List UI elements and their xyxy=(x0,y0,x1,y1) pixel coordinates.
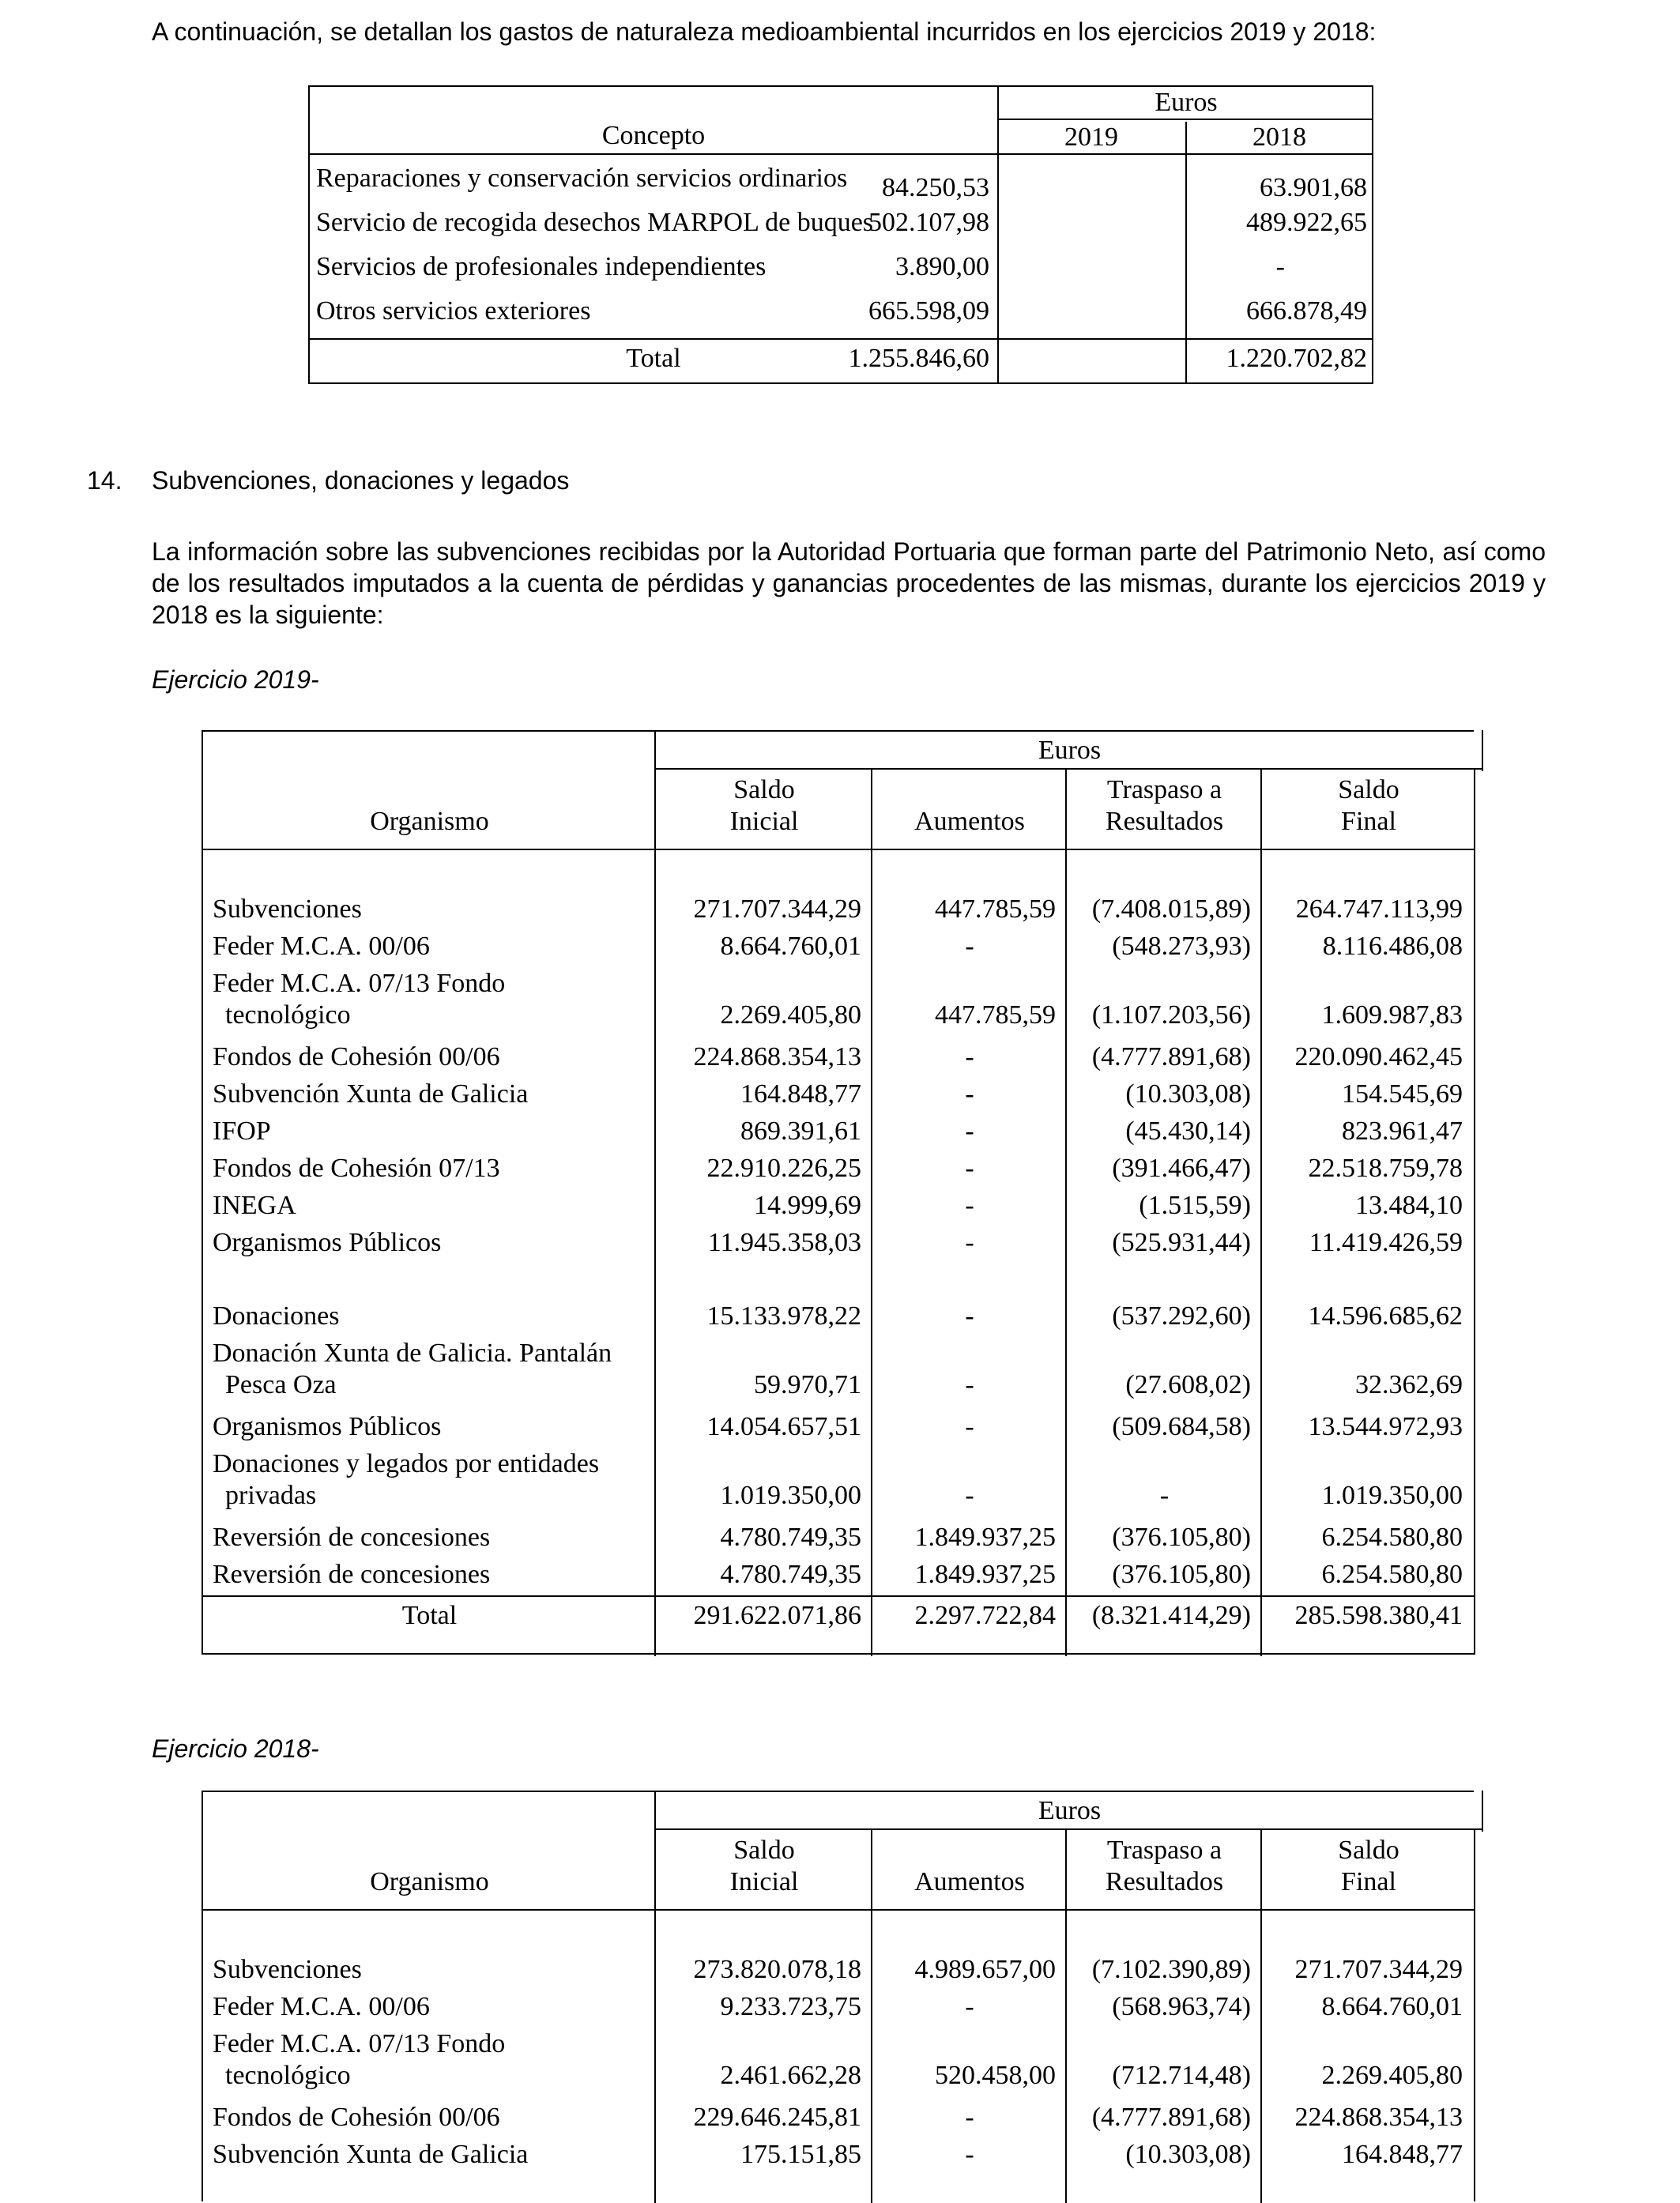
row-label: Donaciones y legados por entidades xyxy=(213,1449,600,1478)
traspaso: (45.430,14) xyxy=(1125,1117,1251,1146)
row-divider xyxy=(203,1909,1475,1911)
total-saldo-final: 285.598.380,41 xyxy=(1294,1601,1463,1630)
saldo-final: 164.848,77 xyxy=(1342,2140,1463,2169)
aumentos: - xyxy=(965,1228,974,1257)
environmental-expenses-table xyxy=(308,85,1373,384)
row-label: Reversión de concesiones xyxy=(213,1523,491,1552)
aumentos: - xyxy=(965,1042,974,1071)
row-label: Otros servicios exteriores xyxy=(316,296,591,326)
euros-header: Euros xyxy=(1038,736,1102,765)
aumentos: - xyxy=(965,1079,974,1109)
value-2019: 502.107,98 xyxy=(868,208,989,237)
total-2019: 1.255.846,60 xyxy=(848,344,989,373)
saldo-inicial: 869.391,61 xyxy=(740,1117,861,1146)
year-2018-header: 2018 xyxy=(1252,122,1306,152)
saldo-final: 1.609.987,83 xyxy=(1321,1000,1463,1030)
saldo-final: 224.868.354,13 xyxy=(1294,2103,1463,2132)
saldo-final: 1.019.350,00 xyxy=(1321,1481,1463,1510)
saldo-inicial: 8.664.760,01 xyxy=(720,932,861,961)
traspaso-header: Traspaso a xyxy=(1106,1836,1222,1865)
saldo-inicial: 273.820.078,18 xyxy=(693,1955,861,1984)
total-saldo-inicial: 291.622.071,86 xyxy=(693,1601,861,1630)
exercise-2019-heading: Ejercicio 2019- xyxy=(152,665,319,694)
saldo-final: 154.545,69 xyxy=(1342,1079,1463,1109)
saldo-inicial-header: Inicial xyxy=(729,807,799,836)
row-label-cont: privadas xyxy=(225,1481,317,1510)
saldo-inicial: 15.133.978,22 xyxy=(706,1301,861,1331)
value-2018: 63.901,68 xyxy=(1260,173,1367,202)
value-2019: 84.250,53 xyxy=(882,173,989,202)
row-label: INEGA xyxy=(213,1191,296,1220)
saldo-final-header: Saldo xyxy=(1338,1836,1399,1865)
row-label-cont: Pesca Oza xyxy=(225,1370,337,1399)
row-label: Subvenciones xyxy=(213,1955,362,1984)
row-divider xyxy=(656,768,1483,770)
aumentos-header: Aumentos xyxy=(914,807,1025,836)
saldo-inicial: 1.019.350,00 xyxy=(720,1481,861,1510)
saldo-final: 13.544.972,93 xyxy=(1308,1412,1463,1441)
value-2019: 3.890,00 xyxy=(895,252,989,281)
section-title: Subvenciones, donaciones y legados xyxy=(152,466,570,495)
saldo-final: 6.254.580,80 xyxy=(1321,1560,1463,1589)
row-divider xyxy=(310,153,1372,155)
saldo-final: 264.747.113,99 xyxy=(1295,894,1463,924)
aumentos: - xyxy=(965,1154,974,1183)
saldo-final-header: Final xyxy=(1341,807,1396,836)
total-label: Total xyxy=(401,1601,458,1630)
aumentos: - xyxy=(965,1117,974,1146)
saldo-inicial: 2.461.662,28 xyxy=(720,2061,861,2090)
aumentos: - xyxy=(965,1412,974,1441)
aumentos: 4.989.657,00 xyxy=(914,1955,1056,1984)
traspaso: (509.684,58) xyxy=(1112,1412,1251,1441)
column-divider xyxy=(1260,770,1262,1656)
aumentos: - xyxy=(965,1301,974,1331)
aumentos: - xyxy=(965,932,974,961)
traspaso: (7.408.015,89) xyxy=(1091,894,1251,924)
aumentos-header: Aumentos xyxy=(914,1867,1025,1896)
aumentos: 1.849.937,25 xyxy=(914,1560,1056,1589)
saldo-final: 823.961,47 xyxy=(1342,1117,1463,1146)
saldo-final-header: Final xyxy=(1341,1867,1396,1896)
aumentos: - xyxy=(965,2103,974,2132)
traspaso: (376.105,80) xyxy=(1112,1560,1251,1589)
section-number: 14. xyxy=(87,466,122,495)
row-label: Fondos de Cohesión 00/06 xyxy=(213,1042,500,1071)
saldo-inicial: 175.151,85 xyxy=(740,2140,861,2169)
saldo-inicial: 14.999,69 xyxy=(754,1191,861,1220)
traspaso: (4.777.891,68) xyxy=(1091,1042,1251,1071)
traspaso: (568.963,74) xyxy=(1112,1992,1251,2021)
organismo-header: Organismo xyxy=(370,807,489,836)
traspaso: (376.105,80) xyxy=(1112,1523,1251,1552)
row-label: Donación Xunta de Galicia. Pantalán xyxy=(213,1339,612,1368)
traspaso: (1.515,59) xyxy=(1139,1191,1251,1220)
row-label: Subvenciones xyxy=(213,894,362,924)
aumentos: - xyxy=(965,1191,974,1220)
saldo-inicial: 9.233.723,75 xyxy=(720,1992,861,2021)
value-2019: 665.598,09 xyxy=(868,296,989,326)
saldo-final: 32.362,69 xyxy=(1355,1370,1463,1399)
saldo-inicial: 4.780.749,35 xyxy=(720,1560,861,1589)
saldo-inicial-header: Saldo xyxy=(733,1836,795,1865)
row-label: IFOP xyxy=(213,1117,271,1146)
traspaso: (27.608,02) xyxy=(1125,1370,1251,1399)
traspaso-header: Resultados xyxy=(1105,1867,1224,1896)
exercise-2018-heading: Ejercicio 2018- xyxy=(152,1734,319,1763)
saldo-inicial: 164.848,77 xyxy=(740,1079,861,1109)
row-label: Reversión de concesiones xyxy=(213,1560,491,1589)
row-label: Subvención Xunta de Galicia xyxy=(213,1079,529,1109)
saldo-inicial: 22.910.226,25 xyxy=(706,1154,861,1183)
row-label: Reparaciones y conservación servicios ordinarios xyxy=(316,164,848,193)
subsidies-2018-table xyxy=(202,1791,1474,2201)
subsidies-2019-table xyxy=(202,730,1474,1655)
row-divider xyxy=(203,849,1475,850)
saldo-final: 220.090.462,45 xyxy=(1294,1042,1463,1071)
row-divider xyxy=(310,338,1372,340)
saldo-inicial: 224.868.354,13 xyxy=(693,1042,861,1071)
saldo-final: 11.419.426,59 xyxy=(1309,1228,1463,1257)
total-aumentos: 2.297.722,84 xyxy=(914,1601,1056,1630)
traspaso: (7.102.390,89) xyxy=(1091,1955,1251,1984)
value-2018: - xyxy=(1275,252,1285,281)
traspaso: (4.777.891,68) xyxy=(1091,2103,1251,2132)
traspaso: (537.292,60) xyxy=(1112,1301,1251,1331)
euros-header: Euros xyxy=(1038,1796,1102,1825)
saldo-inicial: 4.780.749,35 xyxy=(720,1523,861,1552)
row-label-cont: tecnológico xyxy=(225,1000,351,1030)
saldo-final: 2.269.405,80 xyxy=(1321,2061,1463,2090)
aumentos: - xyxy=(965,1992,974,2021)
saldo-inicial-header: Inicial xyxy=(729,1867,799,1896)
row-label: Donaciones xyxy=(213,1301,340,1331)
row-divider xyxy=(997,119,1372,120)
saldo-final: 22.518.759,78 xyxy=(1308,1154,1463,1183)
saldo-final: 13.484,10 xyxy=(1355,1191,1463,1220)
row-divider xyxy=(656,1828,1483,1830)
traspaso: (10.303,08) xyxy=(1125,2140,1251,2169)
row-label: Subvención Xunta de Galicia xyxy=(213,2140,529,2169)
traspaso: (1.107.203,56) xyxy=(1091,1000,1251,1030)
row-label: Servicios de profesionales independientes xyxy=(316,252,767,281)
table-border xyxy=(1474,770,1475,1655)
euros-header: Euros xyxy=(1155,88,1218,117)
intro-text: A continuación, se detallan los gastos de naturaleza medioambiental incurridos en los ejercicios 2019 y 2018: xyxy=(152,17,1377,46)
saldo-inicial: 14.054.657,51 xyxy=(706,1412,861,1441)
saldo-inicial: 2.269.405,80 xyxy=(720,1000,861,1030)
row-label: Feder M.C.A. 07/13 Fondo xyxy=(213,2029,506,2058)
saldo-final: 6.254.580,80 xyxy=(1321,1523,1463,1552)
row-label: Feder M.C.A. 00/06 xyxy=(213,932,430,961)
saldo-final-header: Saldo xyxy=(1338,775,1399,804)
traspaso: (548.273,93) xyxy=(1112,932,1251,961)
saldo-inicial: 271.707.344,29 xyxy=(693,894,861,924)
traspaso: (712.714,48) xyxy=(1112,2061,1251,2090)
saldo-final: 8.664.760,01 xyxy=(1321,1992,1463,2021)
row-label: Fondos de Cohesión 07/13 xyxy=(213,1154,500,1183)
traspaso-header: Traspaso a xyxy=(1106,775,1222,804)
saldo-final: 8.116.486,08 xyxy=(1322,932,1463,961)
aumentos: - xyxy=(965,1370,974,1399)
column-divider xyxy=(1185,122,1187,382)
column-divider xyxy=(654,732,656,1656)
aumentos: - xyxy=(965,1481,974,1510)
aumentos: 447.785,59 xyxy=(935,894,1056,924)
row-label: Fondos de Cohesión 00/06 xyxy=(213,2103,500,2132)
saldo-final: 271.707.344,29 xyxy=(1294,1955,1463,1984)
row-label-cont: tecnológico xyxy=(225,2061,351,2090)
saldo-inicial-header: Saldo xyxy=(733,775,795,804)
aumentos: 447.785,59 xyxy=(935,1000,1056,1030)
aumentos: 1.849.937,25 xyxy=(914,1523,1056,1552)
concepto-header: Concepto xyxy=(601,121,706,150)
total-2018: 1.220.702,82 xyxy=(1226,344,1367,373)
traspaso-header: Resultados xyxy=(1105,807,1224,836)
row-label: Feder M.C.A. 00/06 xyxy=(213,1992,430,2021)
year-2019-header: 2019 xyxy=(1064,122,1118,152)
row-label: Organismos Públicos xyxy=(213,1228,442,1257)
saldo-inicial: 59.970,71 xyxy=(754,1370,861,1399)
value-2018: 489.922,65 xyxy=(1246,208,1367,237)
total-traspaso: (8.321.414,29) xyxy=(1091,1601,1251,1630)
value-2018: 666.878,49 xyxy=(1246,296,1367,326)
saldo-inicial: 11.945.358,03 xyxy=(707,1228,861,1257)
traspaso: (10.303,08) xyxy=(1125,1079,1251,1109)
row-label: Feder M.C.A. 07/13 Fondo xyxy=(213,969,506,998)
aumentos: - xyxy=(965,2140,974,2169)
organismo-header: Organismo xyxy=(370,1867,489,1896)
row-label: Servicio de recogida desechos MARPOL de buques xyxy=(316,208,874,237)
traspaso: (525.931,44) xyxy=(1112,1228,1251,1257)
saldo-final: 14.596.685,62 xyxy=(1308,1301,1463,1331)
row-label: Organismos Públicos xyxy=(213,1412,442,1441)
traspaso: - xyxy=(1159,1481,1170,1510)
aumentos: 520.458,00 xyxy=(935,2061,1056,2090)
traspaso: (391.466,47) xyxy=(1112,1154,1251,1183)
row-divider xyxy=(203,1595,1475,1597)
total-label: Total xyxy=(626,344,681,373)
saldo-inicial: 229.646.245,81 xyxy=(693,2103,861,2132)
section-paragraph: La información sobre las subvenciones recibidas por la Autoridad Portuaria que forman parte del Patrimonio Neto, así como de los resultados imputados a la cuenta de pérdidas y ganancias procedentes de las mismas, durante los ejercicios 2019 y 2018 es la siguiente: xyxy=(152,537,1546,629)
